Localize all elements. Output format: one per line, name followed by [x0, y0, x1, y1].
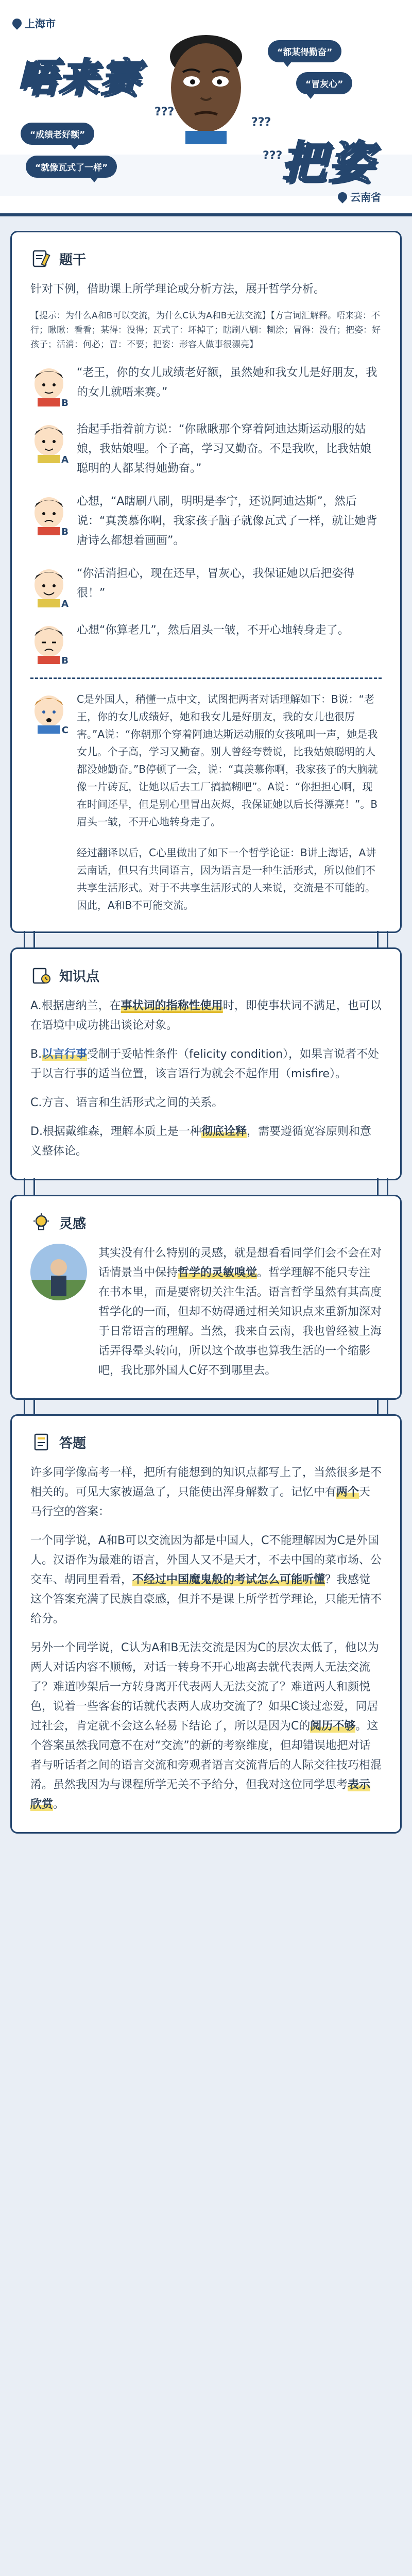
c-interpretation-text: C是外国人，稍懂一点中文，试图把两者对话理解如下：B说：“老王，你的女儿成绩好，她和我女儿是好朋友，我的女儿也很厉害。”A说：“你朝那个穿着阿迪达斯运动服的女孩吼叫一声，她是我女儿。个子高，学习又勤奋。别人曾经夸赞说，比我姑娘聪明的人都没她勤奋。”B停顿了一会，说：“真羡慕你啊，我家孩子的大脑就像一片砖瓦，让她以后去工厂搞搞糊吧”。A说：“你担担心啊，现在时间还早，但是别心里冒出灰烬，我保证她以后长得漂亮！”。B眉头一皱，不开心地转身走了。: [77, 693, 378, 828]
pin-icon: [10, 16, 23, 29]
dialogue-text: 抬起手指着前方说：“你瞅瞅那个穿着阿迪达斯运动服的姑娘，我姑娘哩。个子高，学习又勤奋。不是我吹，比我姑娘聪明的人都某得她勤奋。”: [77, 423, 372, 475]
c-argument-text: 经过翻译以后，C心里做出了如下一个哲学论证：B讲上海话，A讲云南话，但只有共同语言，因为语言是一种生活形式，所以他们不共享生活形式。对于不共享生活形式的人来说，交流是不可能的。因此，A和B不可能交流。: [77, 846, 376, 911]
location-bottom: [338, 189, 381, 204]
card-connector: [10, 1398, 402, 1416]
answer-title: 答题: [59, 1435, 87, 1451]
dialogue-row: [30, 492, 382, 551]
avatar-b: [30, 363, 68, 409]
inspiration-body: [30, 1244, 382, 1381]
speaker-tag: C: [61, 725, 68, 736]
dialogue-row: [30, 363, 382, 409]
inspiration-header: [30, 1212, 382, 1233]
speech-bubble-1: “都某得勤奋”: [268, 40, 341, 62]
answer-paragraph-1: 许多同学像高考一样，把所有能想到的知识点都写上了，当然很多是不相关的。可见大家被逼急了，只能使出浑身解数了。记忆中有两个天马行空的答案：: [30, 1466, 382, 1518]
answer-header: [30, 1431, 382, 1453]
pin-icon: [336, 190, 349, 203]
answer-paragraph-2: 一个同学说，A和B可以交流因为都是中国人，C不能理解因为C是外国人。汉语作为最难的语言，外国人又不是天才，不去中国的菜市场、公交车、胡同里看看，不经过中国魔鬼般的考试怎么可能听懂？我感觉这个答案充满了民族自豪感，但并不是课上所学哲学理论，只能无情不给分。: [30, 1534, 382, 1625]
question-marks-1: ???: [154, 106, 175, 118]
inspiration-card: [10, 1195, 402, 1400]
document-icon: [30, 1431, 52, 1453]
question-note: 【提示：为什么A和B可以交流，为什么C认为A和B无法交流】【方言词汇解释。唔来赛：不行；瞅瞅：看看；某得：没得；瓦式了：坏掉了；瞎刷八刷：糊涂；冒得：没有；把姿：好孩子；活消：何必；冒：不要；把姿：形容人做事很漂亮】: [30, 311, 381, 350]
speech-bubble-4: “就像瓦式了一样”: [26, 156, 117, 178]
avatar-b: [30, 621, 67, 664]
answer-paragraph-3: 另外一个同学说，C认为A和B无法交流是因为C的层次太低了，他以为两人对话内容不顺畅，对话一转身不开心地离去就代表两人无法交流了？难道吵架后一方转身离开代表两人无法交流了？难道两人和颜悦色，说着一些客套的话就代表两人成功交流了？如果C谈过恋爱，同居过社会，肯定就不会这么轻易下结论了，所以是因为C的阅历不够。这个答案虽然我同意不在对“交流”的新的考察维度，但却错误地把对话者与听话者之间的语言交流和旁观者语言交流背后的人际交往技巧相混淆。虽然我因为与课程所学无关不予给分，但我对这位同学思考表示欣赏。: [30, 1641, 382, 1811]
inspiration-text: 其实没有什么特别的灵感，就是想看看同学们会不会在对话情景当中保持哲学的灵敏嗅觉。哲学理解不能只专注在书本里，而是要密切关注生活。语言哲学虽然有其高度哲学化的一面，但却不妨碍通过相关知识点来重新加深对于日常语言的理解。当然，我来自云南，我也曾经被上海话弄得晕头转向，所以这个故事也算我生活的一个缩影吧，我比那外国人C好不到哪里去。: [98, 1247, 382, 1377]
card-connector: [10, 1178, 402, 1197]
dialogue-text: 心想，“A瞎刷八刷，明明是李宁，还说阿迪达斯”，然后说：“真羡慕你啊，我家孩子脑子就像瓦式了一样，就让她背唐诗么都想着画画”。: [77, 495, 377, 547]
speaker-tag: B: [61, 398, 68, 409]
dialogue-text: “老王，你的女儿成绩老好额，虽然她和我女儿是好朋友，我的女儿就唔来赛。”: [77, 366, 377, 399]
speaker-tag: B: [61, 655, 68, 666]
knowledge-card: [10, 947, 402, 1180]
speaker-tag: A: [61, 454, 68, 465]
divider: [30, 677, 382, 679]
question-title: 题干: [59, 252, 87, 268]
question-header: [30, 248, 382, 269]
knowledge-header: [30, 964, 382, 986]
question-card: [10, 231, 402, 933]
speech-bubble-2: “冒灰心”: [296, 72, 352, 94]
speaker-tag: A: [61, 599, 68, 609]
card-connector: [10, 931, 402, 950]
knowledge-title: 知识点: [59, 969, 100, 985]
confused-face-illustration: [154, 21, 258, 144]
speech-bubble-3: “成绩老好额”: [21, 123, 94, 145]
dialogue-row-c: [30, 690, 382, 831]
author-avatar: [30, 1244, 87, 1300]
inspiration-title: 灵感: [59, 1216, 87, 1232]
knowledge-item-d: D.根据戴维森，理解本质上是一种彻底诠释，需要遵循宽容原则和意义整体论。: [30, 1125, 371, 1158]
avatar-b: [30, 492, 67, 535]
location-top: [12, 15, 56, 30]
dialogue-text: “你活消担心，现在还早，冒灰心，我保证她以后把姿得很！”: [77, 567, 355, 600]
hero-banner: [0, 0, 412, 216]
answer-card: [10, 1414, 402, 1834]
hero-title-left: 唔来赛: [18, 55, 141, 100]
dialogue-row: [30, 564, 382, 607]
knowledge-item-b: B.以言行事受制于妥帖性条件（felicity condition），如果言说者不处于以言行事的适当位置，该言语行为就会不起作用（misfire）。: [30, 1048, 380, 1080]
speaker-tag: B: [61, 527, 68, 537]
dialogue-row: [30, 420, 382, 479]
lightbulb-icon: [30, 1212, 52, 1233]
hero-title-right: 把姿: [281, 137, 376, 189]
question-marks-3: ???: [263, 149, 283, 162]
dialogue-row: [30, 621, 382, 664]
avatar-a: [30, 420, 67, 463]
knowledge-item-a: A.根据唐纳兰，在事状词的指称性使用时，即使事状词不满足，也可以在语境中成功挑出谈论对象。: [30, 999, 382, 1032]
location-top-label: 上海市: [25, 18, 56, 30]
book-clock-icon: [30, 964, 52, 986]
avatar-c: [30, 690, 67, 734]
knowledge-item-c: C.方言、语言和生活形式之间的关系。: [30, 1096, 224, 1109]
dialogue-text: 心想“你算老几”，然后眉头一皱，不开心地转身走了。: [77, 624, 349, 637]
note-pencil-icon: [30, 248, 52, 269]
location-bottom-label: 云南省: [350, 191, 381, 204]
question-intro: 针对下例，借助课上所学理论或分析方法，展开哲学分析。: [30, 283, 325, 296]
avatar-a: [30, 564, 67, 607]
question-marks-2: ???: [251, 116, 271, 129]
